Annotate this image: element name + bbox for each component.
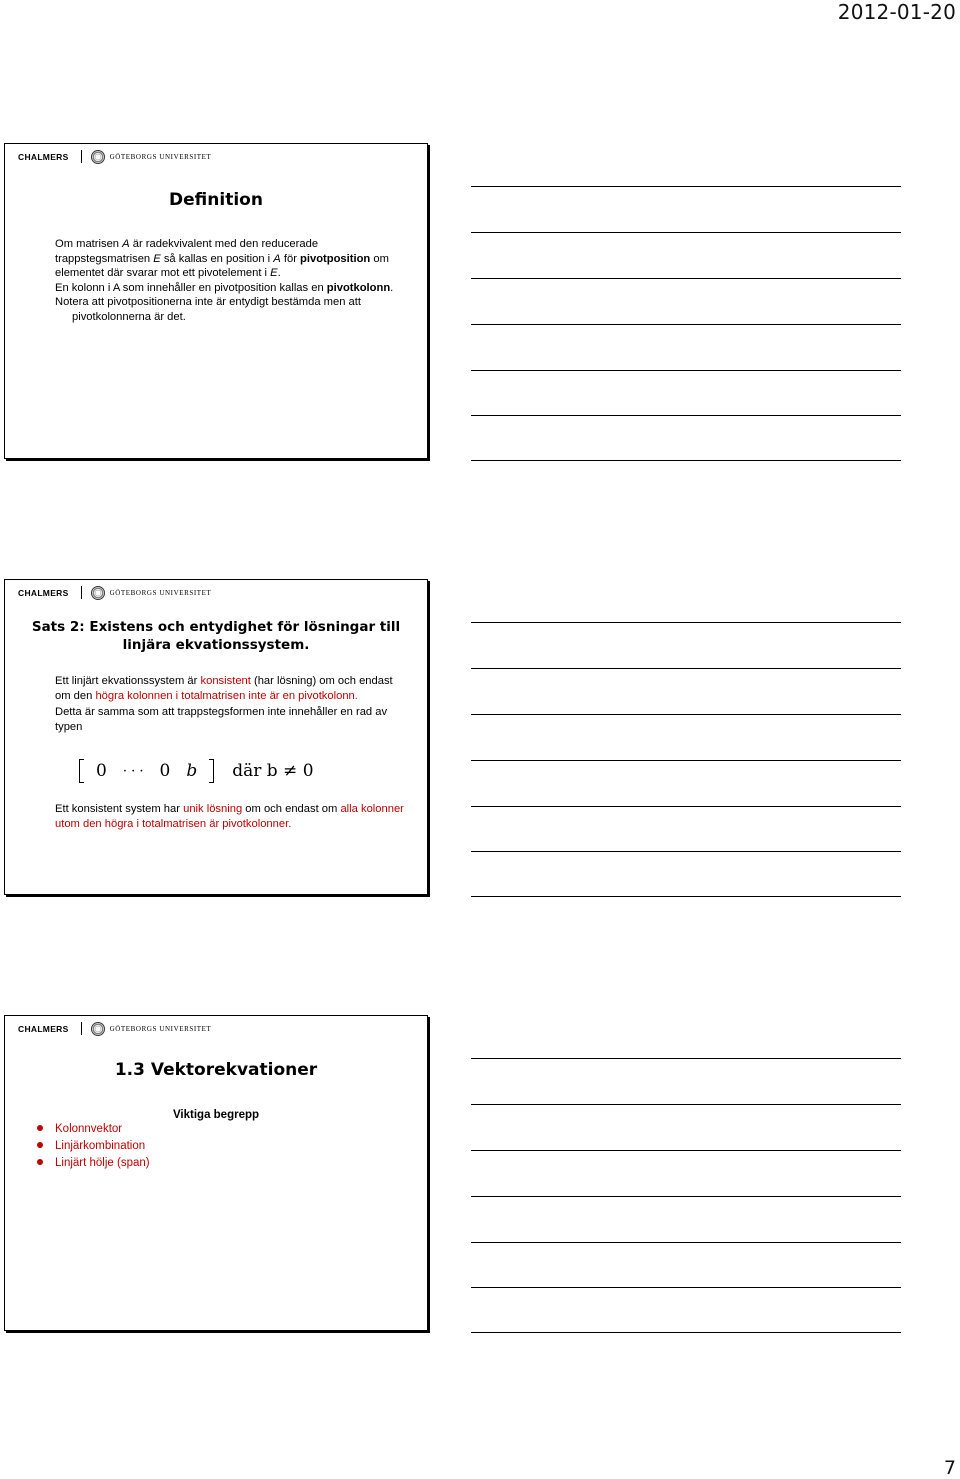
slide-header [18, 1020, 211, 1037]
paragraph: Notera att pivotpositionerna inte är entydigt bestämda men att pivotkolonnerna är det. [55, 296, 361, 323]
slide-vector-equations [4, 1015, 428, 1331]
paragraph: En kolonn i A som innehåller en pivotposition kallas en pivotkolonn. [55, 281, 394, 294]
slide-title: 1.3 Vektorekvationer [114, 1060, 318, 1080]
slide-theorem [4, 579, 428, 895]
chalmers-logo: CHALMERS [18, 587, 69, 598]
slide-header [18, 148, 211, 165]
page-date: 2012-01-20 [837, 0, 956, 24]
paragraph: Detta är samma som att trappstegsformen inte innehåller en rad av typen [55, 706, 388, 733]
slide-title: Definition [169, 190, 263, 210]
gu-logo-text: GÖTEBORGS UNIVERSITET [109, 1024, 212, 1033]
slide-body [55, 237, 405, 324]
list-item: Linjärkombination [37, 1138, 150, 1155]
slide-body-2 [55, 802, 405, 831]
slide-body [55, 674, 405, 734]
paragraph: Ett linjärt ekvationssystem är konsistent (har lösning) om och endast om den högra kolonnen i totalmatrisen inte är en pivotkolonn. [55, 675, 393, 702]
slide-definition [4, 143, 428, 459]
condition: där b ≠ 0 [232, 761, 314, 781]
chalmers-logo: CHALMERS [18, 151, 69, 162]
matrix-entry: 0 [159, 761, 171, 781]
gu-seal-icon [91, 586, 105, 600]
gu-logo-text: GÖTEBORGS UNIVERSITET [109, 152, 212, 161]
list-item: Kolonnvektor [37, 1121, 150, 1138]
matrix-entry: 0 [96, 761, 107, 781]
list-item: Linjärt hölje (span) [37, 1155, 150, 1172]
header-divider [81, 586, 82, 599]
page-number: 7 [943, 1457, 956, 1479]
gu-logo-text: GÖTEBORGS UNIVERSITET [109, 588, 212, 597]
concept-list [37, 1121, 150, 1172]
slide-subtitle: Viktiga begrepp [172, 1109, 260, 1121]
header-divider [81, 150, 82, 163]
matrix-dots: · · · [122, 763, 144, 779]
slide-title: Sats 2: Existens och entydighet för lösningar till linjära ekvationssystem. [31, 619, 401, 653]
matrix-row [79, 759, 314, 783]
header-divider [81, 1022, 82, 1035]
right-bracket [209, 759, 214, 783]
paragraph: Ett konsistent system har unik lösning om och endast om alla kolonner utom den högra i totalmatrisen är pivotkolonner. [55, 803, 404, 830]
matrix-entry: b [186, 761, 198, 781]
left-bracket [79, 759, 84, 783]
slide-header [18, 584, 211, 601]
paragraph: Om matrisen A är radekvivalent med den reducerade trappstegsmatrisen E så kallas en position i A för pivotposition om elementet där svarar mot ett pivotelement i E. [55, 238, 389, 279]
gu-seal-icon [91, 150, 105, 164]
chalmers-logo: CHALMERS [18, 1023, 69, 1034]
gu-seal-icon [91, 1022, 105, 1036]
